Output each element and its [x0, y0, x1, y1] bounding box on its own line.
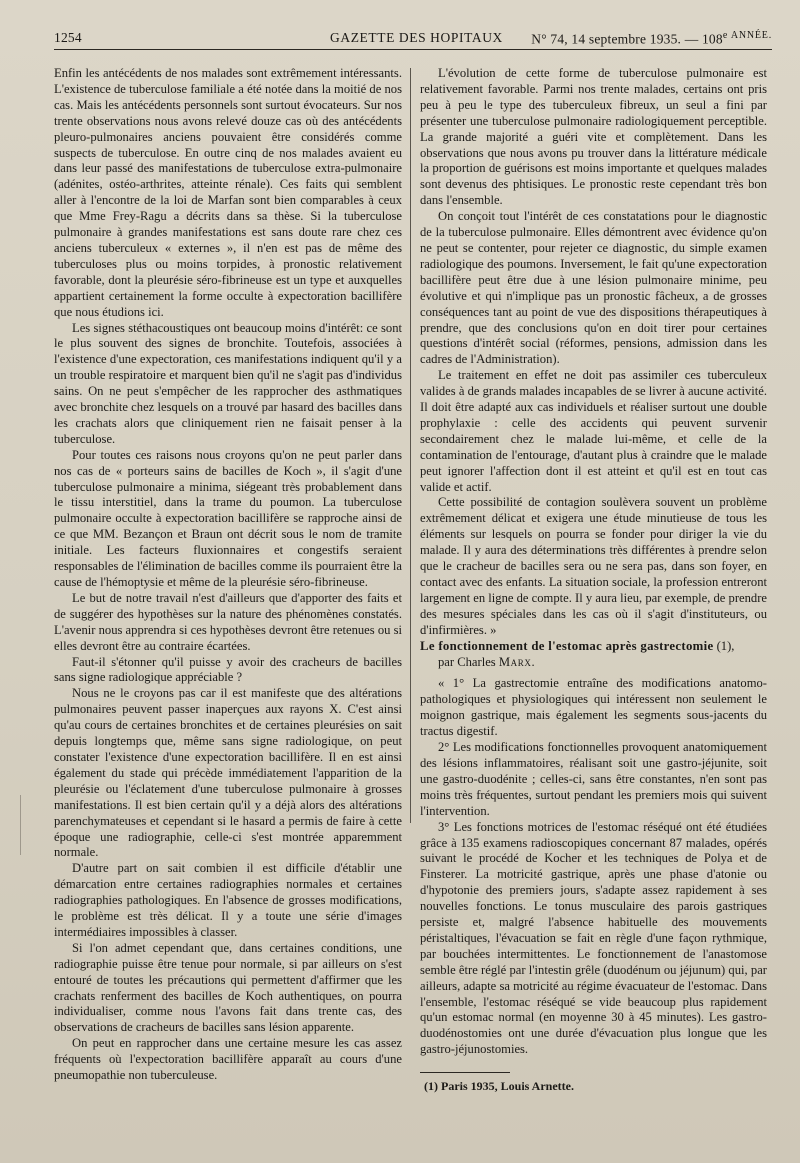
journal-title: GAZETTE DES HOPITAUX: [330, 30, 503, 45]
article-author: Marx.: [498, 654, 536, 669]
paragraph: On conçoit tout l'intérêt de ces constatations pour le diagnostic de la tuberculose pulmonaire. Elles démontrent avec évidence qu'on ne peut se contenter, pour rejeter ce diagnostic, du simple examen radiologique des poumons. Inversement, le fait qu'une expectoration bacillifère peut être due à une lésion pulmonaire minime, peu évolutive et qui n'implique pas un pronostic fâcheux, a de grosses conséquences tant au point de vue des dispositions thérapeutiques à prendre, que des conclusions qu'on en doit tirer pour certaines questions d'intérêt social (réformes, pensions, admission dans les cadres de l'Administration).: [420, 209, 767, 367]
paragraph: Le but de notre travail n'est d'ailleurs que d'apporter des faits et de suggérer des hypothèses sur la nature des phénomènes constatés. L'avenir nous apprendra si ces hypothèses devront être retenues ou si elles devront être au contraire écartées.: [54, 590, 402, 653]
footnote-reference: (1),: [716, 638, 735, 653]
paragraph: Enfin les antécédents de nos malades sont extrêmement intéressants. L'existence de tuberculose familiale a été notée dans la moitié de nos cas. Mais les antécédents personnels sont surtout évocateurs. Sur nos trente observations nous avons relevé douze cas où des antécédents pleuro-pulmonaires anciens pouvaient être considérés comme suspects de tuberculose. En outre cinq de nos malades avaient eu dans leur passé des manifestations de tuberculose extra-pulmonaire (adénites, ostéo-arthrites, atteinte rénale). Ces faits qui semblent aller à l'encontre de la loi de Marfan sont bien comparables à ceux que Mme Frey-Ragu a décrits dans sa thèse. Si la tuberculose pulmonaire à grandes manifestations est sans doute rare chez ces anciens tuberculeux « externes », il n'en est pas de même des tuberculoses plus ou moins torpides, à pronostic relativement favorable, dont la pleurésie séro-fibrineuse est un type et auxquelles appartient certainement la forme occulte à expectoration bacillifère que nous étudions ici.: [54, 66, 402, 319]
footnote: (1) Paris 1935, Louis Arnette.: [424, 1079, 574, 1094]
paragraph: Nous ne le croyons pas car il est manifeste que des altérations pulmonaires peuvent passer inaperçues aux rayons X. C'est ainsi qu'au cours de certaines bronchites et de certaines pleurésies on sait depuis longtemps que, même sans signe radiologique, on peut constater l'existence d'une expectoration bacillifère. Il en est ainsi également du stade qui précède immédiatement l'apparition de la pleurésie ou l'éclatement d'une tuberculose pulmonaire à grosses manifestations. Il est bien certain qu'il y a déjà alors des altérations parenchymateuses et cependant si le hasard a permis de faire à cette époque une radiographie, celle-ci s'est montrée apparemment normale.: [54, 686, 402, 860]
column-divider: [410, 68, 411, 823]
paragraph: On peut en rapprocher dans une certaine mesure les cas assez fréquents où l'expectoration bacillifère apparaît au cours d'une pneumopathie non tuberculeuse.: [54, 1036, 402, 1083]
paragraph: Le traitement en effet ne doit pas assimiler ces tuberculeux valides à de grands malades incapables de se livrer à aucune activité. Il doit être adapté aux cas individuels et réaliser surtout une double prophylaxie : celle des accidents qui peuvent survenir secondairement chez le malade lui-même, et celle de la contamination de l'entourage, d'autant plus à craindre que le malade peut ignorer l'affection dont il est atteint et qu'il est en tout cas valide et actif.: [420, 368, 767, 494]
issue-info: [531, 30, 772, 48]
issue-date: N° 74, 14 septembre 1935. — 108: [531, 31, 723, 47]
paragraph: 3° Les fonctions motrices de l'estomac réséqué ont été étudiées grâce à 135 examens radioscopiques concernant 87 malades, opérés suivant le procédé de Kocher et les techniques de Polya et de Finsterer. La motricité gastrique, après une phase d'atonie ou d'hypotonie des premiers jours, s'adapte assez rapidement à ses nouvelles fonctions. Le tonus musculaire des parois gastriques persiste et, malgré l'absence habituelle des mouvements péristaltiques, l'évacuation se fait en règle d'une façon rythmique, par bouchées intermittentes. Le fonctionnement de l'anastomose semble être réglé par l'intestin grêle (duodénum ou jéjunum) qui, par ailleurs, adapte sa motricité au régime évacuateur de l'estomac. Dans l'ensemble, l'estomac réséqué se vide beaucoup plus rapidement qu'un estomac normal (en moyenne 30 à 45 minutes). Les gastro-duodénostomies ont une durée d'évacuation plus longue que les gastro-jéjunostomies.: [420, 819, 767, 1057]
margin-mark: [20, 795, 39, 855]
right-column: [420, 66, 767, 1095]
byline-prefix: par Charles: [438, 654, 496, 669]
paragraph: Pour toutes ces raisons nous croyons qu'on ne peut parler dans nos cas de « porteurs sains de bacilles de Koch », il s'agit d'une tuberculose pulmonaire a minima, siégeant très probablement dans le tissu interstitiel, dans la trame du poumon. La tuberculose pulmonaire occulte à expectoration bacillifère se rapproche ainsi de ce que MM. Bezançon et Braun ont décrit sous le nom de tramite initiale. Les facteurs fluxionnaires et congestifs seraient responsables de l'élimination de bacilles comme ils pourraient être la cause de l'hémoptysie et même de la pleurésie séro-fibrineuse.: [54, 447, 402, 589]
paragraph: L'évolution de cette forme de tuberculose pulmonaire est relativement favorable. Parmi nos trente malades, certains ont pris peu à peu le type des tuberculeux fibreux, un seul a fini par présenter une tuberculose pulmonaire radiologiquement perceptible. La grande majorité a guéri vite et complètement. Dans les observations que nous avons pu trouver dans la littérature médicale la proportion de guérisons est moins importante et quelques malades sont devenus des phtisiques. Le pronostic reste cependant très bon dans l'ensemble.: [420, 66, 767, 208]
paragraph: 2° Les modifications fonctionnelles provoquent anatomiquement des lésions inflammatoires, réalisant soit une gastro-jéjunite, soit une gastro-duodénite ; celles-ci, sans être constantes, n'en sont pas moins très fréquentes, surtout pendant les premiers mois qui suivent l'intervention.: [420, 740, 767, 818]
paragraph: « 1° La gastrectomie entraîne des modifications anatomo-pathologiques et physiologiques qui intéressent non seulement le moignon gastrique, mais également les segments sous-jacents du tractus digestif.: [420, 676, 767, 739]
left-column: [54, 66, 402, 1084]
article-heading: [420, 639, 767, 671]
article-title: Le fonctionnement de l'estomac après gastrectomie: [420, 638, 714, 653]
paragraph: Cette possibilité de contagion soulèvera souvent un problème extrêmement délicat et exigera une étude minutieuse de tous les éléments sur lesquels on pourra se fonder pour diriger la vie du malade. Il y aura des déterminations très différentes à prendre selon que le cracheur de bacilles sera ou ne sera pas, dans son foyer, en contact avec des enfants. La situation sociale, la profession entreront largement en ligne de compte. Il y aura lieu, par exemple, de prendre des mesures spéciales dans les cas où il s'agit d'instituteurs, ou d'infirmières. »: [420, 495, 767, 637]
page-number: 1254: [54, 30, 82, 45]
paragraph: D'autre part on sait combien il est difficile d'établir une démarcation entre certaines radiographies normales et certaines radiographies pathologiques. En l'absence de grosses modifications, le problème est très délicat. Il y a toute une série d'images intermédiaires impossibles à classer.: [54, 861, 402, 939]
paragraph: Les signes stéthacoustiques ont beaucoup moins d'intérêt: ce sont le plus souvent des signes de bronchite. Toutefois, associées à l'existence d'une expectoration, ces manifestations indiquent qu'il y a un trouble respiratoire et marquent bien qu'il ne s'agit pas d'individus sains. On ne peut s'empêcher de les rapprocher des asthmatiques avec bronchite chez lesquels on a trouvé par hasard des bacilles dans les crachats alors que cliniquement rien ne faisait penser à la tuberculose.: [54, 320, 402, 446]
page-header: [40, 30, 772, 50]
footnote-rule: [420, 1072, 510, 1073]
article-byline: [438, 655, 767, 671]
paragraph: Si l'on admet cependant que, dans certaines conditions, une radiographie puisse être tenue pour normale, si par ailleurs on s'est entouré de toutes les précautions qui permettent d'affirmer que les crachats renferment des bacilles de Koch authentiques, on pourra individualiser, comme nous l'avons fait dans trente cas, des observations de cracheurs de bacilles sans lésion apparente.: [54, 940, 402, 1035]
issue-year-suffix: e ANNÉE.: [722, 30, 772, 41]
paragraph: Faut-il s'étonner qu'il puisse y avoir des cracheurs de bacilles sans signe radiologique appréciable ?: [54, 654, 402, 685]
header-rule: [54, 49, 772, 50]
